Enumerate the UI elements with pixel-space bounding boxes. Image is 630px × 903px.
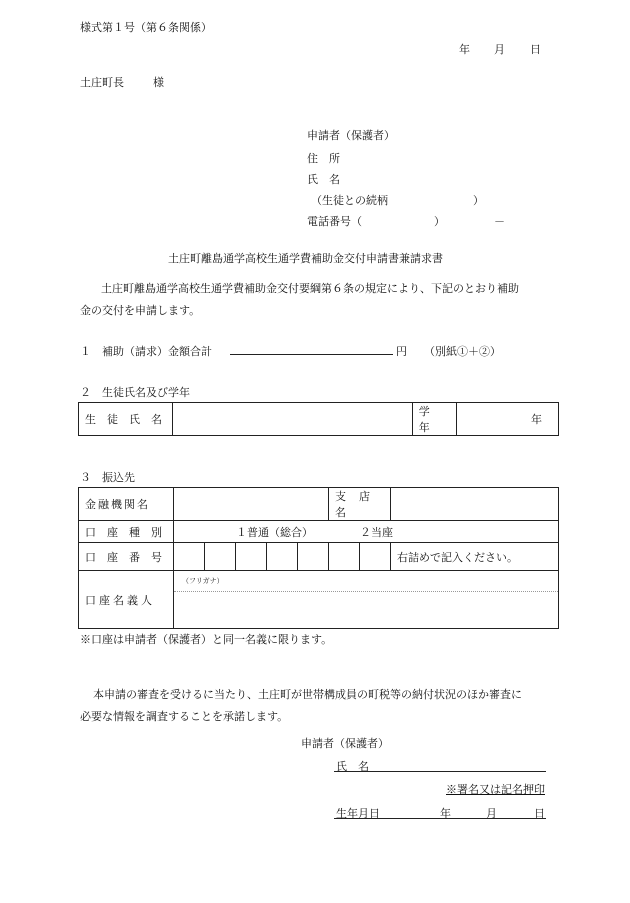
account-digit-7[interactable] — [360, 543, 391, 571]
addressee-suffix: 様 — [153, 76, 164, 89]
signature-heading: 申請者（保護者） — [301, 737, 389, 750]
applicant-relation — [311, 192, 484, 208]
account-digit-3[interactable] — [236, 543, 267, 571]
consent-line-2: 必要な情報を調査することを承諾します。 — [80, 710, 289, 723]
phone-dash: － — [494, 215, 505, 228]
account-digit-6[interactable] — [329, 543, 360, 571]
applicant-phone — [307, 213, 505, 229]
signature-note: ※署名又は記名押印 — [446, 783, 545, 796]
account-digit-5[interactable] — [298, 543, 329, 571]
account-type-options[interactable] — [174, 521, 559, 543]
amount-underline — [230, 354, 393, 355]
account-note: ※口座は申請者（保護者）と同一名義に限ります。 — [80, 633, 333, 646]
account-number-note: 右詰めで記入ください。 — [391, 543, 559, 571]
applicant-name-label: 氏 名 — [307, 173, 340, 186]
applicant-address-label: 住 所 — [307, 152, 340, 165]
account-holder-field[interactable] — [174, 571, 559, 629]
signature-name-underline — [334, 771, 546, 772]
body-line-1: 土庄町離島通学高校生通学費補助金交付要綱第６条の規定により、下記のとおり補助 — [101, 282, 519, 295]
account-holder-label: 口座名義人 — [79, 571, 174, 629]
account-digit-4[interactable] — [267, 543, 298, 571]
account-type-label: 口 座 種 別 — [79, 521, 174, 543]
phone-close: ） — [434, 215, 445, 228]
date-day-label: 日 — [530, 43, 541, 56]
branch-label: 支 店 名 — [329, 488, 391, 521]
dob-day: 日 — [534, 807, 545, 820]
dob-label: 生年月日 — [336, 807, 380, 820]
bank-table — [78, 487, 559, 629]
amount-unit: 円 — [396, 345, 407, 358]
bank-name-field[interactable] — [174, 488, 329, 521]
dob-month: 月 — [486, 807, 497, 820]
consent-line-1: 本申請の審査を受けるに当たり、土庄町が世帯構成員の町税等の納付状況のほか審査に — [93, 688, 522, 701]
furigana-label: （フリガナ） — [174, 571, 558, 592]
date-month-label: 月 — [494, 43, 505, 56]
applicant-heading: 申請者（保護者） — [307, 129, 395, 142]
addressee — [80, 74, 164, 90]
addressee-name: 土庄町長 — [80, 76, 124, 89]
grade-field[interactable]: 年 — [457, 403, 559, 436]
branch-field[interactable] — [391, 488, 559, 521]
phone-label: 電話番号（ — [307, 215, 362, 228]
account-type-ordinary[interactable]: １普通（総合） — [236, 525, 313, 539]
body-line-2: 金の交付を申請します。 — [80, 304, 201, 317]
document-title: 土庄町離島通学高校生通学費補助金交付申請書兼請求書 — [168, 252, 443, 265]
amount-note: （別紙①＋②） — [424, 345, 501, 358]
form-number: 様式第１号（第６条関係） — [80, 21, 212, 34]
grade-label: 学 年 — [412, 403, 457, 436]
account-digit-2[interactable] — [205, 543, 236, 571]
dob-underline — [334, 818, 546, 819]
date-year-label: 年 — [459, 43, 470, 56]
account-type-current[interactable]: ２当座 — [360, 525, 393, 539]
dob-year: 年 — [440, 807, 451, 820]
student-table — [78, 402, 559, 436]
section1-label: １ 補助（請求）金額合計 — [80, 345, 212, 358]
section2-label: ２ 生徒氏名及び学年 — [80, 386, 190, 399]
student-name-field[interactable] — [172, 403, 412, 436]
account-number-label: 口 座 番 号 — [79, 543, 174, 571]
signature-name-label: 氏 名 — [336, 760, 369, 773]
section3-label: ３ 振込先 — [80, 471, 135, 484]
relation-close: ） — [473, 194, 484, 207]
relation-open: （生徒との続柄 — [311, 194, 388, 207]
student-name-label: 生 徒 氏 名 — [79, 403, 173, 436]
account-digit-1[interactable] — [174, 543, 205, 571]
bank-name-label: 金融機関名 — [79, 488, 174, 521]
